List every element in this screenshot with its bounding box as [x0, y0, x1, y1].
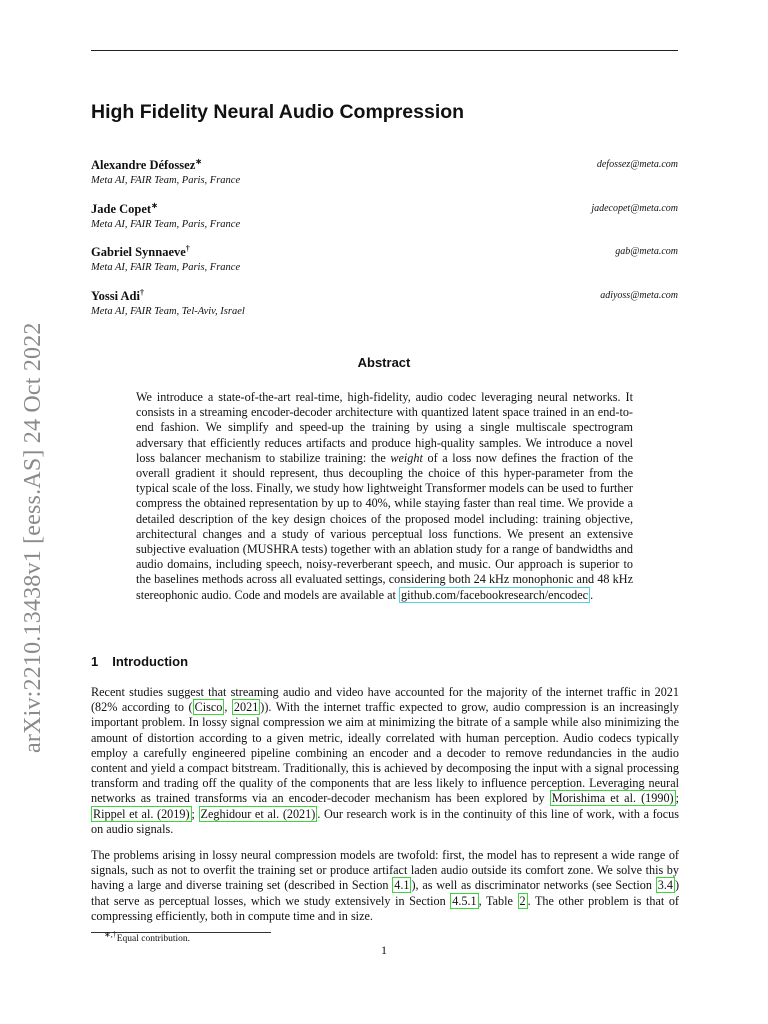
citation-cisco[interactable]: Cisco	[194, 700, 223, 715]
author-block	[91, 245, 678, 279]
abstract-heading: Abstract	[357, 355, 411, 370]
citation-zeghidour[interactable]: Zeghidour et al. (2021)	[200, 806, 316, 821]
author-affiliation: Meta AI, FAIR Team, Paris, France	[91, 175, 241, 186]
author-email[interactable]: jadecopet@meta.com	[591, 203, 678, 214]
ref-section-3-4[interactable]: 3.4	[657, 878, 673, 893]
author-email[interactable]: defossez@meta.com	[596, 159, 678, 170]
author-affiliation: Meta AI, FAIR Team, Tel-Aviv, Israel	[91, 306, 245, 317]
author-mark: ∗	[195, 156, 202, 166]
author-name: Alexandre Défossez∗	[91, 156, 202, 172]
author-mark: ∗	[151, 200, 158, 210]
author-mark: †	[185, 243, 190, 253]
author-email[interactable]: adiyoss@meta.com	[600, 290, 678, 301]
footnote-rule	[91, 932, 271, 933]
citation-morishima[interactable]: Morishima et al. (1990)	[551, 791, 674, 806]
author-name: Gabriel Synnaeve†	[91, 243, 190, 259]
author-name: Yossi Adi†	[91, 287, 144, 303]
intro-paragraph-1: Recent studies suggest that streaming audio and video have accounted for the majority of the internet traffic in 2021 (82% according to ( Cisco , 2021 )). With the internet traffic expected to grow, audio compression is an increasingly important problem. In lossy signal compression we aim at minimizing the bitrate of a sample while also minimizing the amount of distortion according to a given metric, ideally correlated with human perception. Audio codecs typically employ a carefully engineered pipeline combining an encoder and a decoder to remove redundancies in the audio content and yield a compact bitstream. Traditionally, this is achieved by decomposing the input with a signal processing transform and trading off the quality of the components that are less likely to influence perception. Leveraging neural networks as trained transforms via an encoder-decoder mechanism has been explored by Morishima et al. (1990) ; Rippel et al. (2019) ; Zeghidour et al. (2021) . Our research work is in the continuity of this line of work, with a focus on audio signals.	[91, 685, 680, 836]
page-number: 1	[381, 943, 387, 957]
section-number: 1	[91, 654, 99, 669]
citation-rippel[interactable]: Rippel et al. (2019)	[93, 806, 190, 821]
author-block	[91, 202, 678, 236]
citation-cisco-year[interactable]: 2021	[233, 700, 259, 715]
author-email[interactable]: gab@meta.com	[615, 246, 678, 257]
ref-table-2[interactable]: 2	[519, 893, 526, 908]
abstract-text: We introduce a state-of-the-art real-time, high-fidelity, audio codec leveraging neural networks. It consists in a streaming encoder-decoder architecture with quantized latent space trained in an end-to-end fashion. We simplify and speed-up the training by using a single multiscale spectrogram adversary that efficiently reduces artifacts and produce high-quality samples. We introduce a novel loss balancer mechanism to stabilize training: the weight of a loss now defines the fraction of the overall gradient it should represent, thus decoupling the choice of this hyper-parameter from the typical scale of the loss. Finally, we study how lightweight Transformer models can be used to further compress the obtained representation by up to 40%, while staying faster than real time. We provide a detailed description of the key design choices of the proposed model including: training objective, architectural changes and a study of various perceptual loss functions. We present an extensive subjective evaluation (MUSHRA tests) together with an ablation study for a range of bandwidths and audio domains, including speech, noisy-reverberant speech, and music. Our approach is superior to the baselines methods across all evaluated settings, considering both 24 kHz monophonic and 48 kHz stereophonic audio. Code and models are available at github.com/facebookresearch/encodec .	[136, 390, 634, 602]
footnote: ∗,†Equal contribution.	[104, 929, 191, 944]
ref-section-4-5-1[interactable]: 4.5.1	[452, 893, 477, 908]
intro-paragraph-2: The problems arising in lossy neural compression models are twofold: first, the model has to represent a wide range of signals, such as not to overfit the training set or produce artifact laden audio outside its comfort zone. We solve this by having a large and diverse training set (described in Section 4.1 ), as well as discriminator networks (see Section 3.4 ) that serve as perceptual losses, which we study extensively in Section 4.5.1 , Table 2 . The other problem is that of compressing efficiently, both in compute time and in size.	[91, 848, 680, 923]
code-link[interactable]: github.com/facebookresearch/encodec	[400, 587, 589, 602]
section-heading	[91, 654, 188, 669]
author-affiliation: Meta AI, FAIR Team, Paris, France	[91, 219, 241, 230]
ref-section-4-1[interactable]: 4.1	[394, 878, 410, 893]
arxiv-identifier: arXiv:2210.13438v1 [eess.AS] 24 Oct 2022	[20, 322, 46, 753]
top-rule	[91, 50, 678, 51]
paper-title: High Fidelity Neural Audio Compression	[91, 101, 465, 123]
author-block	[91, 289, 678, 323]
author-name: Jade Copet∗	[91, 200, 158, 216]
emphasis-weight: weight	[390, 450, 423, 465]
author-mark: †	[139, 287, 144, 297]
author-block	[91, 158, 678, 192]
author-affiliation: Meta AI, FAIR Team, Paris, France	[91, 262, 241, 273]
section-title: Introduction	[112, 654, 189, 669]
footnote-marks: ∗,†	[104, 929, 117, 939]
